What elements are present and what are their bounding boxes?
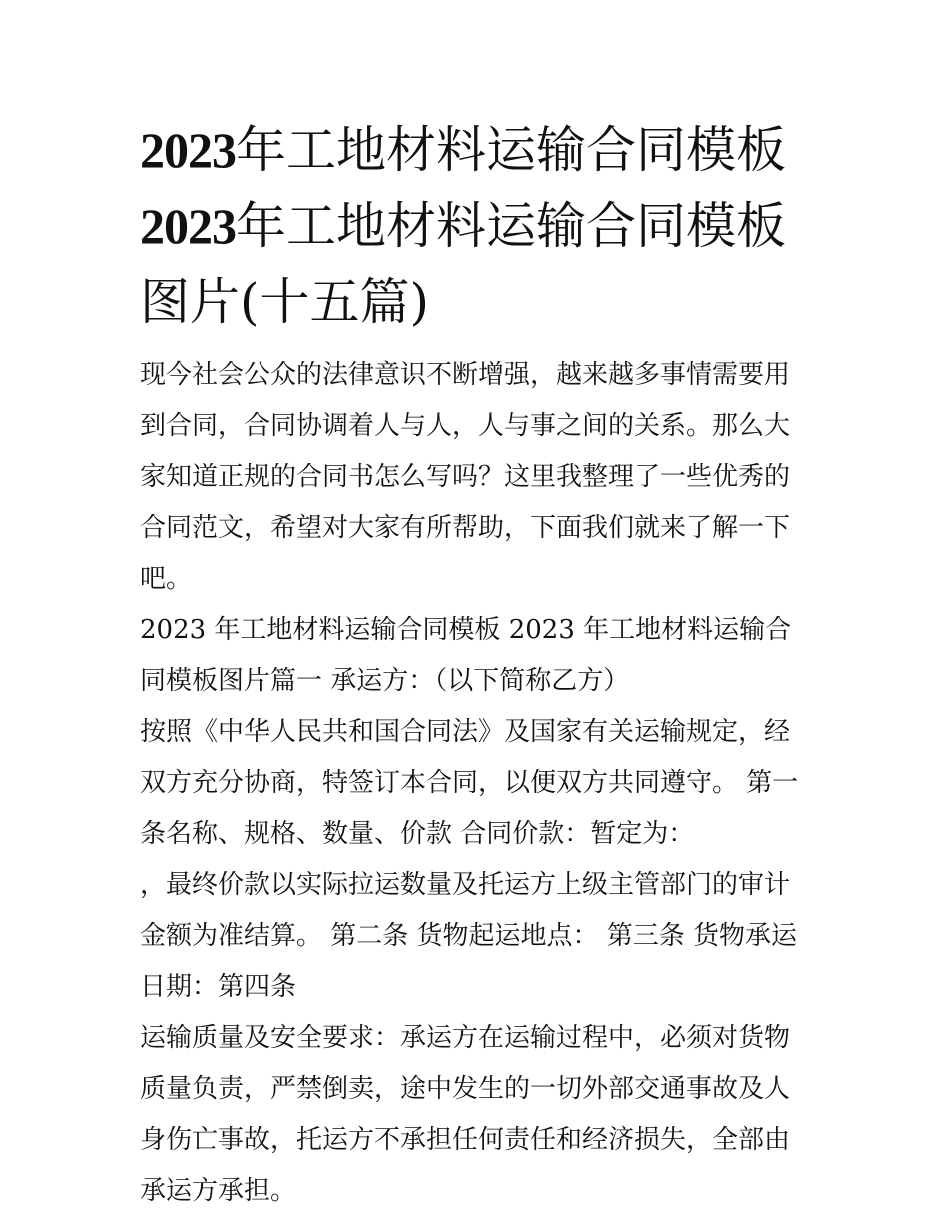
document-page [140,112,815,1217]
title-text: 图片(十五篇) [140,273,430,331]
document-title [140,112,815,340]
intro-paragraph: 现今社会公众的法律意识不断增强，越来越多事情需要用到合同，合同协调着人与人，人与事之间的关系。那么大家知道正规的合同书怎么写吗？这里我整理了一些优秀的合同范文，希望对大家有所帮助，下面我们就来了解一下吧。 [140,360,791,594]
title-line-2 [140,188,815,264]
title-text: 年工地材料运输合同模板 [236,121,786,179]
title-year: 2023 [140,198,236,254]
contract-heading-paragraph: 2023 年工地材料运输合同模板 2023 年工地材料运输合同模板图片篇一 承运方：（以下简称乙方） [140,615,792,696]
quality-safety-paragraph: 运输质量及安全要求：承运方在运输过程中，必须对货物质量负责，严禁倒卖，途中发生的一切外部交通事故及人身伤亡事故，托运方不承担任何责任和经济损失，全部由承运方承担。 [140,1023,791,1206]
title-line-3 [140,264,815,340]
settlement-paragraph: ，最终价款以实际拉运数量及托运方上级主管部门的审计金额为准结算。 第二条 货物起运地点： 第三条 货物承运日期：第四条 [140,870,798,1002]
title-text: 年工地材料运输合同模板 [236,197,786,255]
title-line-1 [140,112,815,188]
article-one-paragraph: 按照《中华人民共和国合同法》及国家有关运输规定，经双方充分协商，特签订本合同，以便双方共同遵守。 第一条名称、规格、数量、价款 合同价款：暂定为： [140,717,799,849]
title-year: 2023 [140,122,236,178]
